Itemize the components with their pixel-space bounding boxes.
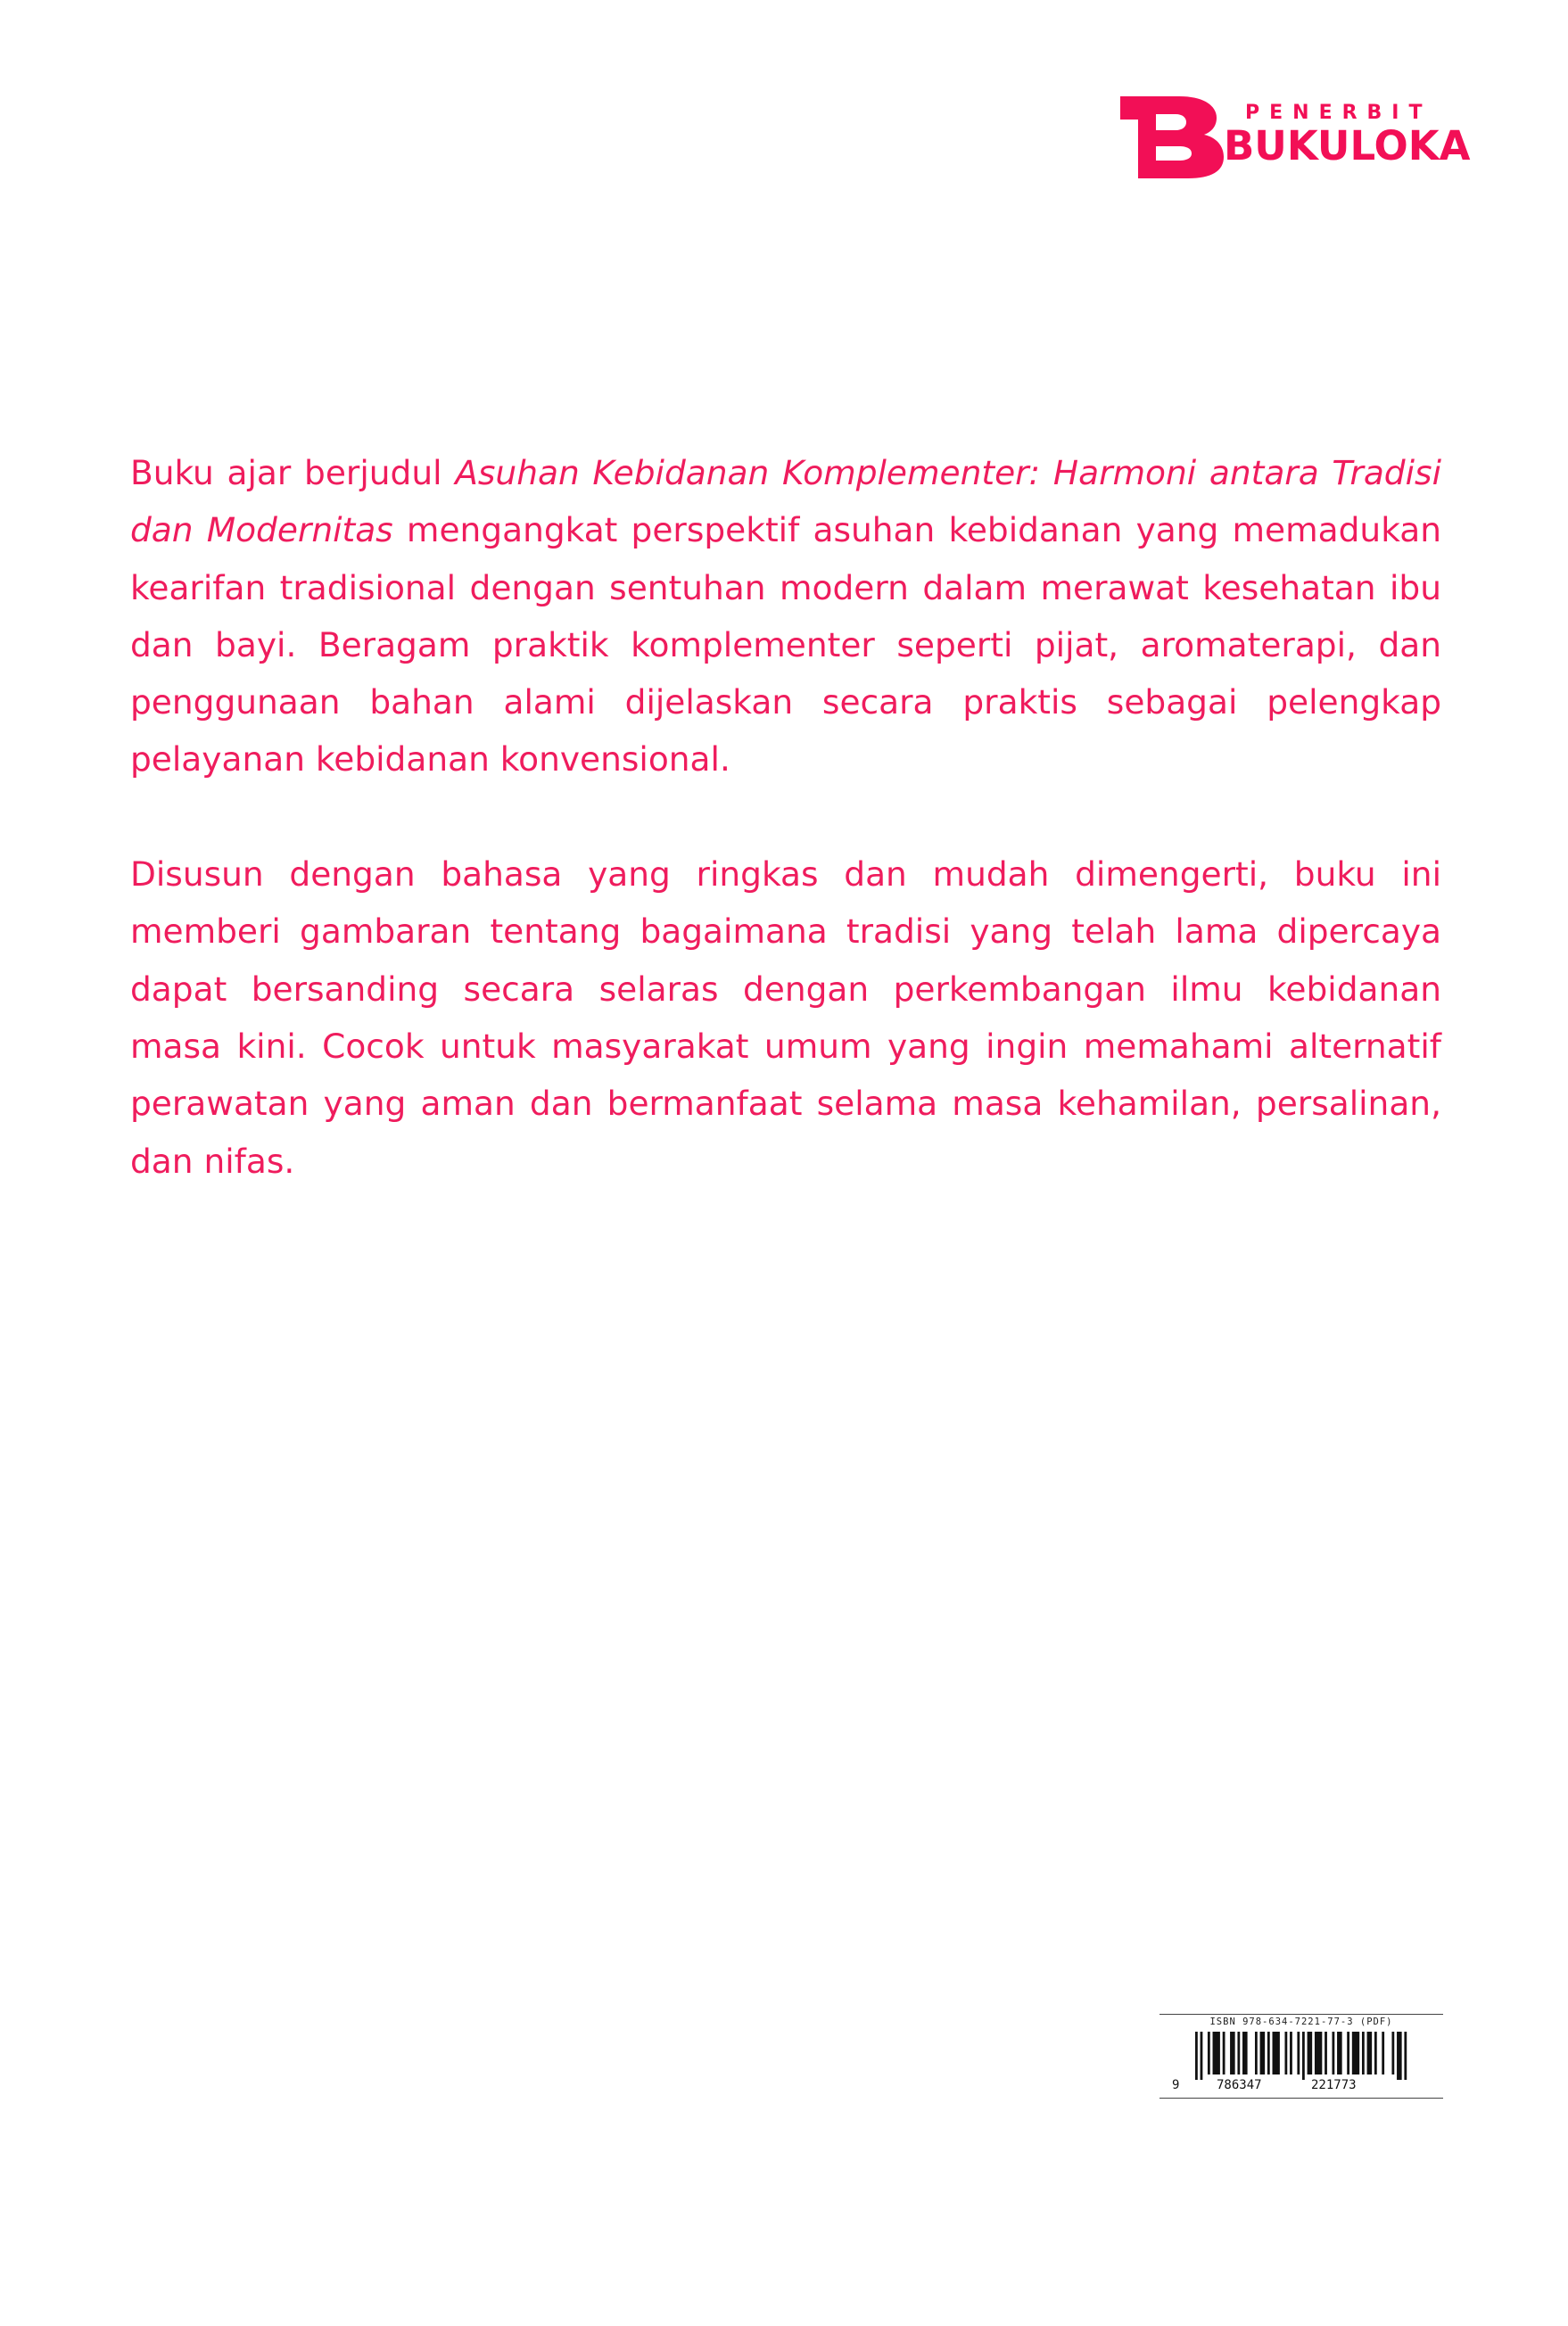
barcode-bar bbox=[1362, 2032, 1365, 2074]
barcode-bar bbox=[1290, 2032, 1292, 2074]
barcode-bar bbox=[1213, 2032, 1220, 2074]
barcode-top-rule bbox=[1159, 2014, 1443, 2015]
book-description bbox=[130, 444, 1441, 1190]
barcode-bar bbox=[1208, 2032, 1210, 2074]
barcode-bar bbox=[1273, 2032, 1280, 2074]
barcode-bar bbox=[1347, 2032, 1349, 2074]
barcode-bar bbox=[1325, 2032, 1327, 2074]
publisher-prefix: PENERBIT bbox=[1245, 102, 1432, 124]
barcode-bar bbox=[1308, 2032, 1313, 2074]
barcode-bar bbox=[1255, 2032, 1258, 2074]
barcode-bar bbox=[1391, 2032, 1394, 2074]
barcode-digits-left: 786347 bbox=[1217, 2078, 1262, 2092]
barcode-bar bbox=[1284, 2032, 1287, 2074]
barcode-bar bbox=[1315, 2032, 1322, 2074]
bold-B-letter-icon bbox=[1120, 96, 1234, 178]
barcode-bar bbox=[1337, 2032, 1342, 2074]
book-title-italic: Asuhan Kebidanan Komplementer: Harmoni antara Tradisi dan Modernitas bbox=[130, 453, 1441, 550]
barcode-bar bbox=[1297, 2032, 1300, 2074]
barcode-bar bbox=[1374, 2032, 1377, 2074]
barcode-bar bbox=[1382, 2032, 1384, 2074]
description-paragraph-1 bbox=[130, 444, 1441, 788]
barcode-bar bbox=[1302, 2032, 1305, 2080]
barcode-bar bbox=[1195, 2032, 1198, 2080]
paragraph-1-lead: Buku ajar berjudul bbox=[130, 453, 456, 492]
barcode-bars bbox=[1195, 2032, 1409, 2080]
barcode-digits-right: 221773 bbox=[1311, 2078, 1357, 2092]
publisher-name: BUKULOKA bbox=[1224, 122, 1471, 169]
barcode-bar bbox=[1397, 2032, 1402, 2080]
barcode-digit-first: 9 bbox=[1172, 2078, 1180, 2092]
barcode-bar bbox=[1367, 2032, 1373, 2074]
isbn-barcode bbox=[1159, 2014, 1443, 2101]
barcode-bottom-rule bbox=[1159, 2098, 1443, 2099]
barcode-bar bbox=[1201, 2032, 1203, 2080]
barcode-bar bbox=[1237, 2032, 1240, 2074]
isbn-label: ISBN 978-634-7221-77-3 (PDF) bbox=[1209, 2017, 1393, 2027]
barcode-bar bbox=[1404, 2032, 1407, 2080]
publisher-logo bbox=[1120, 96, 1471, 178]
barcode-bar bbox=[1332, 2032, 1334, 2074]
paragraph-1-body: mengangkat perspektif asuhan kebidanan yang memadukan kearifan tradisional dengan sentuhan modern dalam merawat kesehatan ibu dan bayi. Beragam praktik komplementer seperti pijat, aromaterapi, dan penggunaan bahan alami dijelaskan secara praktis sebagai pelengkap pelayanan kebidanan konvensional. bbox=[130, 510, 1441, 779]
barcode-bar bbox=[1230, 2032, 1235, 2074]
barcode-bar bbox=[1352, 2032, 1359, 2074]
barcode-bar bbox=[1260, 2032, 1266, 2074]
barcode-bar bbox=[1242, 2032, 1248, 2074]
barcode-bar bbox=[1223, 2032, 1226, 2074]
barcode-bar bbox=[1267, 2032, 1270, 2074]
description-paragraph-2: Disusun dengan bahasa yang ringkas dan mudah dimengerti, buku ini memberi gambaran tentang bagaimana tradisi yang telah lama dipercaya dapat bersanding secara selaras dengan perkembangan ilmu kebidanan masa kini. Cocok untuk masyarakat umum yang ingin memahami alternatif perawatan yang aman dan bermanfaat selama masa kehamilan, persalinan, dan nifas. bbox=[130, 854, 1441, 1181]
